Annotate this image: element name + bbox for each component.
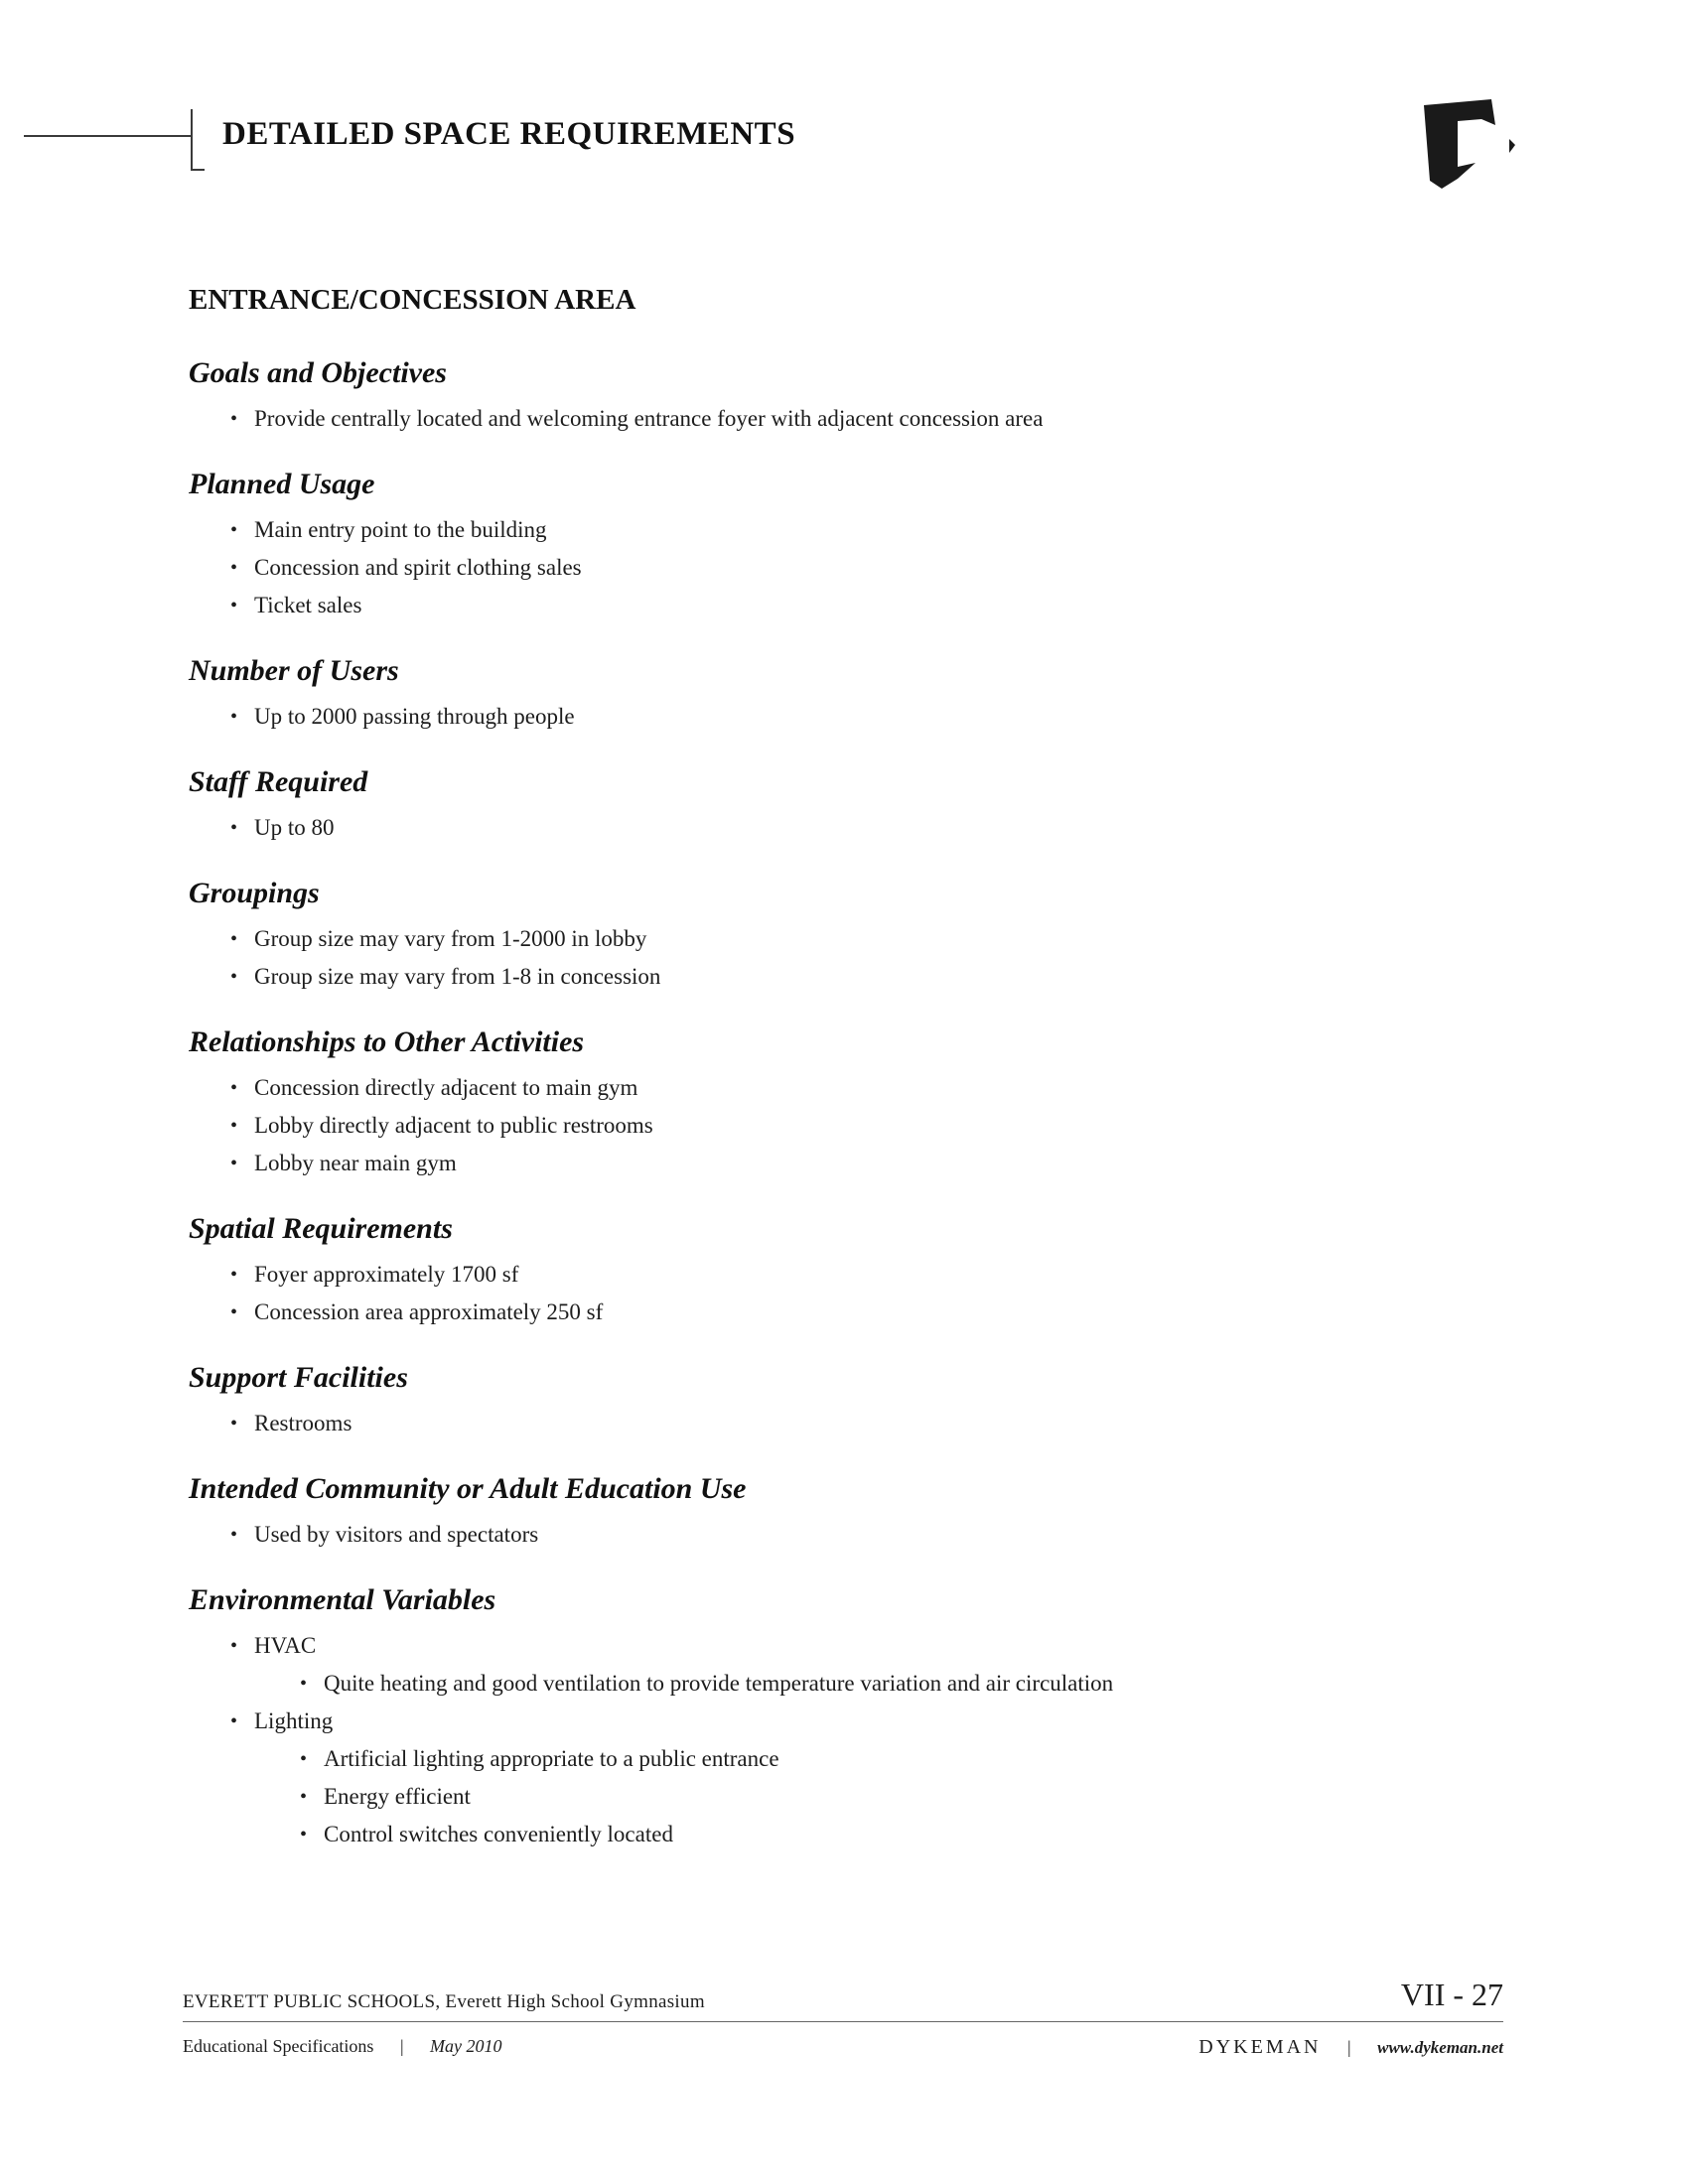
sub-list-item: • Artificial lighting appropriate to a public entrance [300,1740,1476,1778]
footer-date: May 2010 [430,2036,502,2056]
group-groupings [185,875,1476,996]
group-heading: Planned Usage [189,468,375,500]
list-item: • Lobby directly adjacent to public restrooms [230,1107,1476,1145]
list-item-label: Lighting [254,1708,334,1733]
list-item [230,1703,1476,1853]
group-heading: Goals and Objectives [189,356,447,389]
group-planned-usage [185,466,1476,624]
list-item: • Group size may vary from 1-2000 in lobby [230,920,1476,958]
list-item: • Provide centrally located and welcoming entrance foyer with adjacent concession area [230,400,1476,438]
footer-divider [183,2021,1503,2022]
footer-org: EVERETT PUBLIC SCHOOLS, Everett High School Gymnasium [183,1991,705,2012]
bullet-list [185,1256,1476,1331]
dykeman-logo-icon [1422,99,1517,189]
sub-bullet-list [254,1740,1476,1853]
list-item: • Concession directly adjacent to main gym [230,1069,1476,1107]
list-item: • Ticket sales [230,587,1476,624]
page-footer [183,1974,1503,2059]
sub-list-item: • Quite heating and good ventilation to provide temperature variation and air circulation [300,1665,1476,1703]
list-item: • Up to 80 [230,809,1476,847]
group-heading: Relationships to Other Activities [189,1025,585,1058]
footer-brand: DYKEMAN [1198,2036,1322,2058]
bullet-list [185,920,1476,996]
sub-bullet-list [254,1665,1476,1703]
footer-bottom-row [183,2036,1503,2059]
list-item: • Group size may vary from 1-8 in concession [230,958,1476,996]
bullet-list [185,1069,1476,1182]
group-heading: Spatial Requirements [189,1212,453,1245]
group-heading: Staff Required [189,765,368,798]
list-item: • Foyer approximately 1700 sf [230,1256,1476,1294]
group-support-facilities [185,1359,1476,1442]
page-header-title: DETAILED SPACE REQUIREMENTS [222,116,796,152]
footer-top-row [183,1974,1503,2013]
bullet-list [185,1405,1476,1442]
bullet-list [185,400,1476,438]
section-title: ENTRANCE/CONCESSION AREA [189,284,636,316]
bullet-list [185,1627,1476,1853]
header-rule [24,135,191,137]
group-heading: Environmental Variables [189,1583,496,1616]
footer-separator: | [399,2036,404,2056]
group-goals [185,354,1476,438]
list-item: • Concession area approximately 250 sf [230,1294,1476,1331]
footer-separator: | [1347,2037,1351,2057]
main-content [185,284,1476,1881]
list-item: • Used by visitors and spectators [230,1516,1476,1554]
group-heading: Support Facilities [189,1361,408,1394]
group-relationships [185,1024,1476,1182]
list-item-label: HVAC [254,1633,317,1658]
sub-list-item: • Control switches conveniently located [300,1816,1476,1853]
group-staff-required [185,763,1476,847]
list-item: • Up to 2000 passing through people [230,698,1476,736]
bullet-list [185,511,1476,624]
bullet-list [185,809,1476,847]
list-item: • Main entry point to the building [230,511,1476,549]
group-heading: Intended Community or Adult Education Use [189,1472,747,1505]
footer-doc-type: Educational Specifications [183,2036,374,2056]
group-heading: Number of Users [189,654,399,687]
footer-url[interactable]: www.dykeman.net [1377,2038,1503,2057]
list-item: • Lobby near main gym [230,1145,1476,1182]
list-item [230,1627,1476,1703]
header-tick-foot [191,169,205,171]
footer-left [183,2036,502,2059]
bullet-list [185,1516,1476,1554]
group-spatial-requirements [185,1210,1476,1331]
page-number: VII - 27 [1400,1977,1503,2012]
list-item: • Concession and spirit clothing sales [230,549,1476,587]
bullet-list [185,698,1476,736]
group-community-use [185,1470,1476,1554]
list-item: • Restrooms [230,1405,1476,1442]
group-heading: Groupings [189,877,320,909]
group-number-of-users [185,652,1476,736]
sub-list-item: • Energy efficient [300,1778,1476,1816]
group-environmental-variables [185,1581,1476,1853]
header-tick [191,109,193,171]
footer-right [1198,2036,1503,2059]
